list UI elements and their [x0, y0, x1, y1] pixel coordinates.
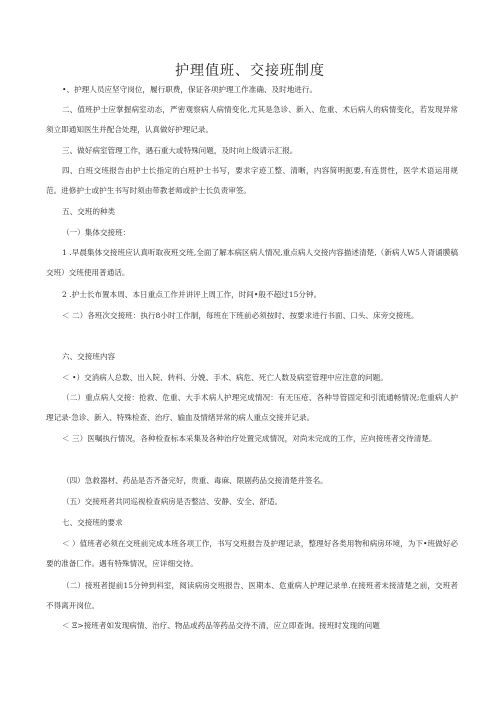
paragraph-18: （二）接班者提前15分钟到科室，阅读病房交班报告、医期本、危重病人护理记录单.在接班者未接清楚之前，交班者不得离开岗位。	[46, 581, 458, 610]
paragraph-19: ＜ Ξ>接班者如发现病情、治疗、物品或药品等药品交待不清，应立即查询。接班时发现的问题	[62, 621, 380, 630]
paragraph-13: ＜ 三）医嘱执行情况，各种检查标本采集及各种治疗处置完成情况，对尚未完成的工作，应向接班者交待清楚。	[62, 434, 437, 443]
document-title: 护理值班、交接班制度	[175, 63, 325, 79]
paragraph-17: ＜ ）值班者必须在交班前完成本班各项工作，书写交班报告及护理记录，整理好各类用物和病房环境，为下•班做好必要的准备匚作。遇有特殊情况，应详细交待。	[46, 539, 458, 568]
paragraph-14: （四）急救器材、药品是否齐备完好，贵重、毒麻、限剧药品交接清楚并签名。	[62, 476, 328, 485]
paragraph-3: 三、做好病室管理工作，遇石重大或特殊问题，及时向上级请示汇报。	[62, 146, 298, 155]
paragraph-4: 四、白班交班报告由护士长指定的白班护士书写，要求字迹工整、清晰，内容简明扼要,有连贯性，医学术语运用规范。进修护士或护生书写时须由带教老师或护士长负责审签。	[46, 166, 458, 195]
paragraph-1: •、护理人员应坚守岗位，履行职费，保证各项护理工作准确、及时地进行。	[62, 85, 318, 94]
paragraph-15: （五）交接班者共同巡视检查病房是否整洁、安静、安全、舒适。	[62, 497, 283, 506]
section-heading-6: 六、交接班内容	[62, 352, 116, 361]
section-heading-7: 七、交接班的要求	[62, 518, 123, 527]
paragraph-12: （二）重点病人交接：抢救、危重、大手术病人护理完成情况：有无压疮、各种导管固定和引流通畅情况;危重病人护理记录·急诊、新入、特殊检查、治疗、输血及情绪异常的病人重点交接并记录。	[46, 393, 458, 422]
paragraph-2: 二、值班护士应掌握病室动态，严密观察病人病情变化,尤其是急诊、新入、危重、术后病人的病情变化，若发现异常须立即通知医生并配合处理，认真做好护理记录。	[46, 105, 458, 134]
paragraph-9: ＜ 二）各班次交接班：执行8小时工作制，每班在下班前必须按时、按要求进行书面、口头、床旁交接班。	[62, 311, 419, 320]
section-heading-5: 五、交班的种类	[62, 207, 116, 216]
paragraph-11: ＜ •）交消病人总数、出入院、转科、分娩、手术、病危、死亡人数及病室管理中应注意的问题。	[62, 373, 388, 382]
paragraph-7: 1 .早晨集体交接班应认真听取夜班交班,全面了解本病区病人情况,重点病人交接内容描述清楚,（新病人W5人胥诵膜稿交班）交班使用普通话。	[46, 248, 458, 277]
subheading-1: （一）集体交接班：	[62, 228, 131, 237]
paragraph-8: 2 .护士长布置本周、本日重点工作并讲评上周工作，时间•般不超过15分钟。	[62, 290, 322, 299]
